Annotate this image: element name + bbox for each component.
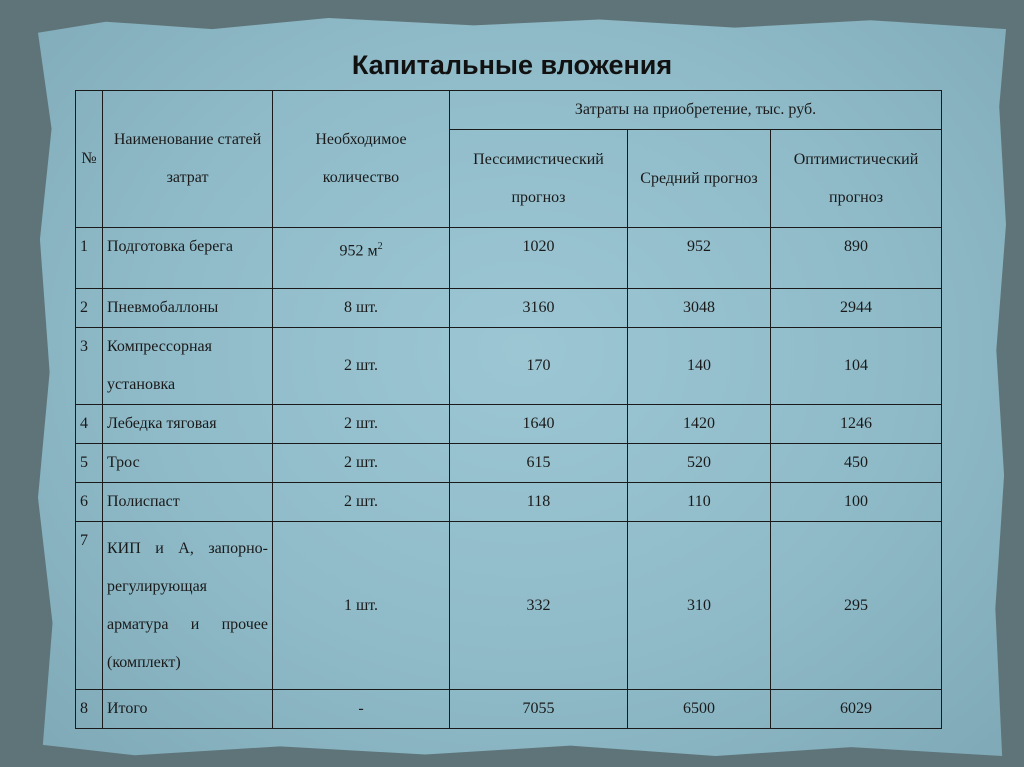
row-pessimistic: 118 [450,483,628,522]
row-medium: 952 [628,228,771,289]
row-medium: 110 [628,483,771,522]
row-qty: 2 шт. [273,328,450,405]
row-medium: 3048 [628,289,771,328]
header-num: № [76,91,103,228]
row-medium: 520 [628,444,771,483]
row-name: Трос [103,444,273,483]
row-name: Компрессорная установка [103,328,273,405]
table-row [76,289,942,328]
row-name: КИП и А, запорно-регулирующая арматура и прочее (комплект) [103,522,273,690]
row-pessimistic: 7055 [450,690,628,729]
header-optimistic: Оптимистический прогноз [771,130,942,228]
row-pessimistic: 170 [450,328,628,405]
row-name: Итого [103,690,273,729]
row-pessimistic: 1640 [450,405,628,444]
row-name: Подготовка берега [103,228,273,289]
table-row [76,522,942,690]
table-row [76,405,942,444]
row-optimistic: 2944 [771,289,942,328]
header-cost-group: Затраты на приобретение, тыс. руб. [450,91,942,130]
row-medium: 310 [628,522,771,690]
row-name: Пневмобаллоны [103,289,273,328]
row-medium: 6500 [628,690,771,729]
capital-investments-table [75,90,942,729]
row-qty: 2 шт. [273,444,450,483]
row-num: 7 [76,522,103,690]
row-qty: 1 шт. [273,522,450,690]
header-row-1 [76,91,942,130]
row-optimistic: 104 [771,328,942,405]
row-num: 4 [76,405,103,444]
row-num: 8 [76,690,103,729]
table-row [76,328,942,405]
header-name: Наименование статей затрат [103,91,273,228]
row-qty: 8 шт. [273,289,450,328]
row-name: Лебедка тяговая [103,405,273,444]
table-row [76,483,942,522]
row-num: 2 [76,289,103,328]
row-optimistic: 6029 [771,690,942,729]
row-optimistic: 295 [771,522,942,690]
row-optimistic: 100 [771,483,942,522]
row-qty: 2 шт. [273,483,450,522]
row-medium: 1420 [628,405,771,444]
row-num: 3 [76,328,103,405]
row-num: 5 [76,444,103,483]
row-qty: 2 шт. [273,405,450,444]
header-qty: Необходимое количество [273,91,450,228]
row-name: Полиспаст [103,483,273,522]
table-row [76,228,942,289]
slide-title: Капитальные вложения [351,50,673,80]
row-medium: 140 [628,328,771,405]
row-optimistic: 1246 [771,405,942,444]
row-num: 1 [76,228,103,289]
header-medium: Средний прогноз [628,130,771,228]
table-row-total [76,690,942,729]
row-pessimistic: 332 [450,522,628,690]
row-optimistic: 890 [771,228,942,289]
row-qty: - [273,690,450,729]
row-pessimistic: 615 [450,444,628,483]
row-pessimistic: 3160 [450,289,628,328]
row-optimistic: 450 [771,444,942,483]
row-num: 6 [76,483,103,522]
header-pessimistic: Пессимистический прогноз [450,130,628,228]
row-qty: 952 $м^2$ [273,228,450,289]
table-row [76,444,942,483]
row-pessimistic: 1020 [450,228,628,289]
